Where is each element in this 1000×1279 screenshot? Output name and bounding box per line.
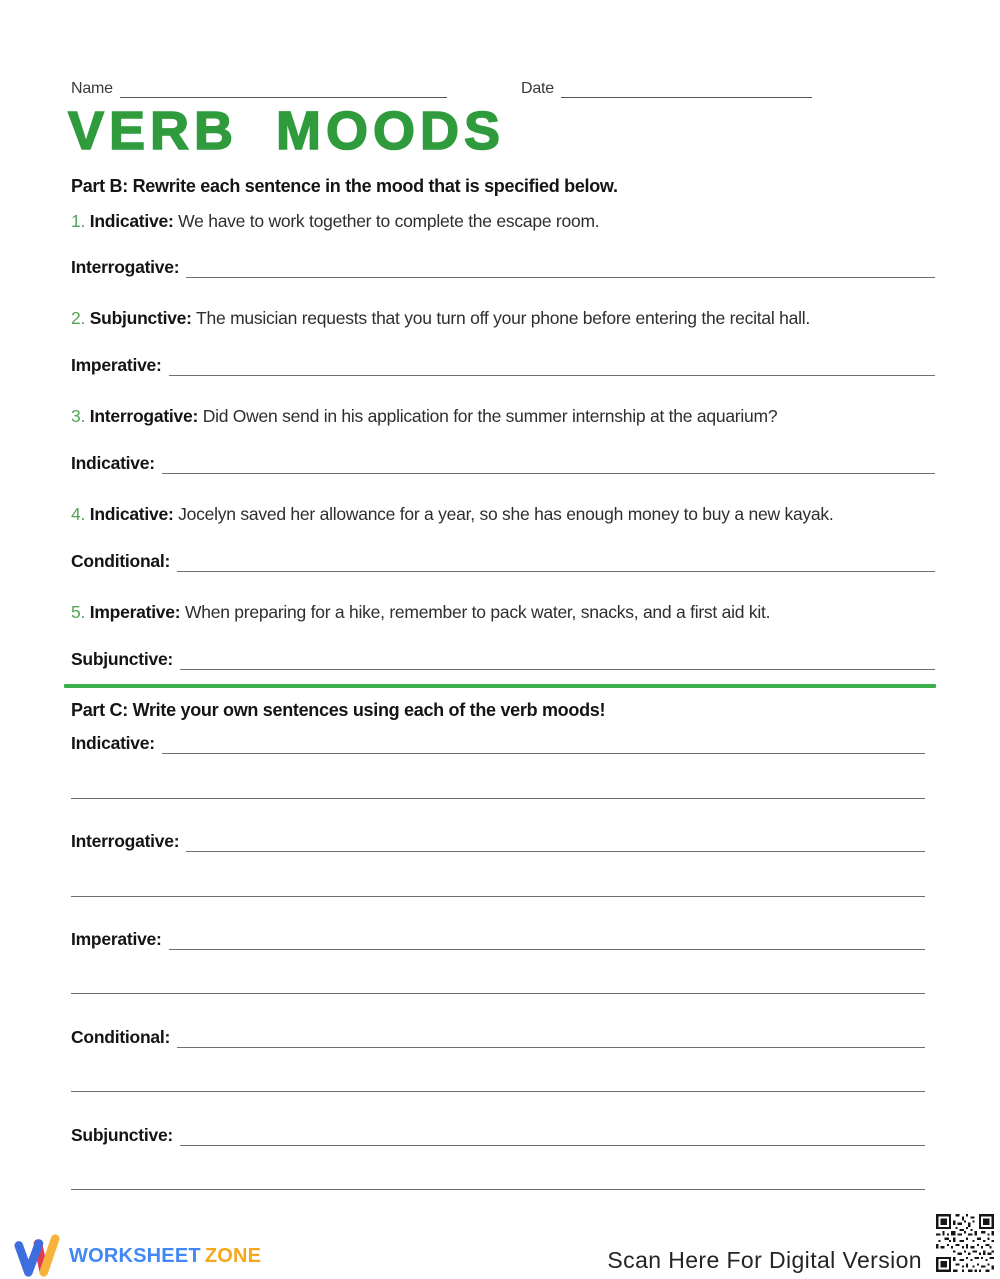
partc-row-imperative [71,929,925,950]
writing-line [71,894,925,897]
answer-line [162,453,935,474]
exercise-sentence-1 [71,210,935,233]
exercise-number: 3. [71,406,86,426]
answer-mood-label: Imperative: [71,355,162,375]
writing-line [71,796,925,799]
exercise-sentence-2 [71,307,935,330]
partc-row-conditional [71,1027,925,1048]
page-title: VERB MOODS [68,101,506,161]
section-divider [64,684,936,688]
scan-here-text: Scan Here For Digital Version [607,1247,922,1273]
part-c-heading: Part C: Write your own sentences using each of the verb moods! [71,700,606,720]
answer-row-4 [71,551,935,572]
name-field [71,80,447,98]
partc-mood-label: Subjunctive: [71,1125,174,1145]
answer-row-5 [71,649,935,670]
partc-mood-label: Indicative: [71,733,155,753]
exercise-text: When preparing for a hike, remember to pack water, snacks, and a first aid kit. [184,602,771,622]
exercise-text: Jocelyn saved her allowance for a year, so she has enough money to buy a new kayak. [178,504,834,524]
brand-logo [14,1233,261,1279]
exercise-number: 1. [71,211,86,231]
partc-mood-label: Interrogative: [71,831,180,851]
brand-name-worksheet: WORKSHEET [69,1244,201,1267]
exercise-text: We have to work together to complete the escape room. [178,211,600,231]
qr-code-icon [934,1212,996,1274]
exercise-text: Did Owen send in his application for the summer internship at the aquarium? [202,406,778,426]
date-label: Date [521,80,554,97]
exercise-number: 5. [71,602,86,622]
partc-row-indicative [71,733,925,754]
exercise-mood-label: Imperative: [89,602,181,622]
answer-mood-label: Subjunctive: [71,649,174,669]
brand-name-zone: ZONE [204,1244,262,1267]
date-line [561,80,812,98]
exercise-sentence-4 [71,503,935,526]
writing-line [71,991,925,994]
exercise-number: 4. [71,504,86,524]
partc-mood-label: Conditional: [71,1027,171,1047]
name-label: Name [71,80,113,97]
answer-line [177,551,935,572]
exercise-number: 2. [71,308,86,328]
answer-row-2 [71,355,935,376]
part-b-heading: Part B: Rewrite each sentence in the mood that is specified below. [71,176,618,196]
exercise-sentence-5 [71,601,935,624]
exercise-mood-label: Interrogative: [89,406,199,426]
exercise-mood-label: Subjunctive: [89,308,192,328]
writing-line [186,831,925,852]
exercise-sentence-3 [71,405,935,428]
answer-row-1 [71,257,935,278]
writing-line [71,1089,925,1092]
answer-line [186,257,935,278]
answer-line [169,355,935,376]
answer-row-3 [71,453,935,474]
answer-mood-label: Conditional: [71,551,171,571]
exercise-mood-label: Indicative: [89,211,174,231]
writing-line [180,1125,925,1146]
writing-line [169,929,925,950]
worksheetzone-w-logo-icon [14,1233,60,1279]
name-line [120,80,447,98]
writing-line [162,733,925,754]
partc-row-subjunctive [71,1125,925,1146]
partc-row-interrogative [71,831,925,852]
partc-mood-label: Imperative: [71,929,162,949]
writing-line [177,1027,925,1048]
answer-line [180,649,935,670]
writing-line [71,1187,925,1190]
answer-mood-label: Interrogative: [71,257,180,277]
date-field [521,80,812,98]
answer-mood-label: Indicative: [71,453,155,473]
exercise-text: The musician requests that you turn off your phone before entering the recital hall. [196,308,810,328]
exercise-mood-label: Indicative: [89,504,174,524]
